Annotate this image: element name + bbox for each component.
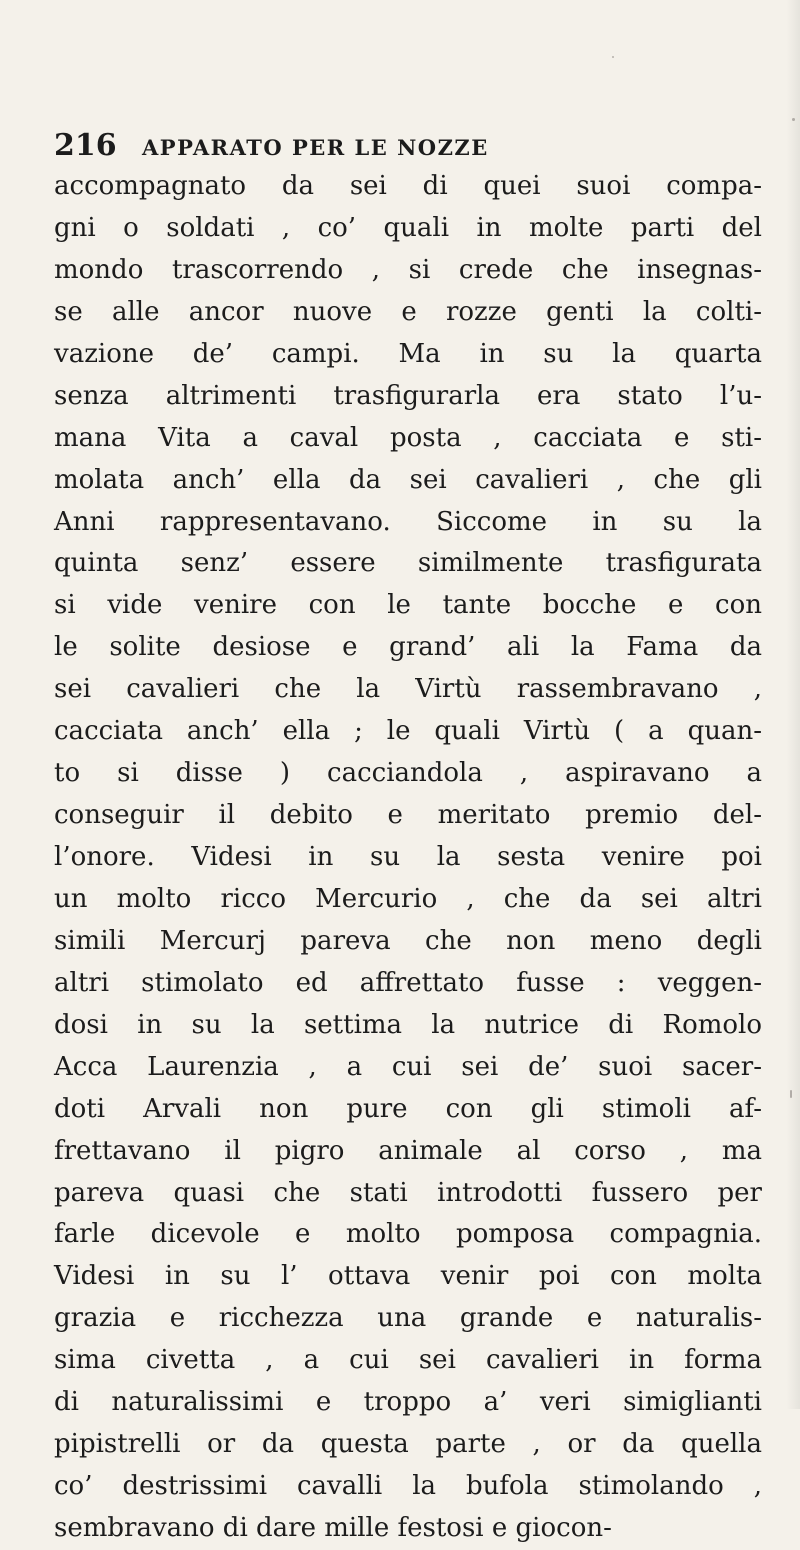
text-line: simili Mercurj pareva che non meno degli [54,925,762,956]
text-line: un molto ricco Mercurio , che da sei altri [54,883,762,914]
text-line: sei cavalieri che la Virtù rassembravano , [54,674,762,705]
text-line: mana Vita a caval posta , cacciata e sti- [54,422,762,453]
page-number: 216 [54,128,117,163]
text-line: cacciata anch’ ella ; le quali Virtù ( a quan- [54,716,762,747]
text-line: conseguir il debito e meritato premio del- [54,800,762,831]
text-line: co’ destrissimi cavalli la bufola stimolando , [54,1471,762,1502]
text-line: Videsi in su l’ ottava venir poi con molta [54,1261,762,1292]
text-line: accompagnato da sei di quei suoi compa- [54,171,762,201]
text-line: le solite desiose e grand’ ali la Fama da [54,632,762,663]
page-edge-shadow [786,0,800,1409]
running-head: APPARATO PER LE NOZZE [142,135,489,160]
text-line: se alle ancor nuove e rozze genti la colti- [54,296,762,327]
text-line: dosi in su la settima la nutrice di Romolo [54,1009,762,1040]
text-line: vazione de’ campi. Ma in su la quarta [54,338,762,369]
paper-speck [612,56,614,58]
text-line: sembravano di dare mille festosi e giocon- [54,1513,612,1543]
text-line: si vide venire con le tante bocche e con [54,590,762,621]
text-line: di naturalissimi e troppo a’ veri simiglianti [54,1387,762,1418]
text-line: farle dicevole e molto pomposa compagnia. [54,1219,762,1250]
text-line: grazia e ricchezza una grande e naturalis- [54,1303,762,1334]
text-line: molata anch’ ella da sei cavalieri , che gli [54,464,762,495]
text-line: mondo trascorrendo , si crede che insegnas- [54,254,762,285]
text-line: Anni rappresentavano. Siccome in su la [54,506,762,537]
text-line: senza altrimenti trasfigurarla era stato l’u- [54,380,762,411]
text-line: pareva quasi che stati introdotti fussero per [54,1177,762,1208]
page-header [54,126,754,166]
text-line: doti Arvali non pure con gli stimoli af- [54,1093,762,1124]
text-line: sima civetta , a cui sei cavalieri in forma [54,1345,762,1376]
text-line: altri stimolato ed affrettato fusse : veggen- [54,967,762,998]
text-line: gni o soldati , co’ quali in molte parti del [54,212,762,243]
body-text [54,166,762,1550]
text-line: quinta senz’ essere similmente trasfigurata [54,548,762,579]
text-line: frettavano il pigro animale al corso , ma [54,1135,762,1166]
text-line: to si disse ) cacciandola , aspiravano a [54,758,762,789]
text-line: l’onore. Videsi in su la sesta venire poi [54,842,762,872]
text-line: Acca Laurenzia , a cui sei de’ suoi sacer- [54,1051,762,1082]
text-line: pipistrelli or da questa parte , or da quella [54,1429,762,1460]
